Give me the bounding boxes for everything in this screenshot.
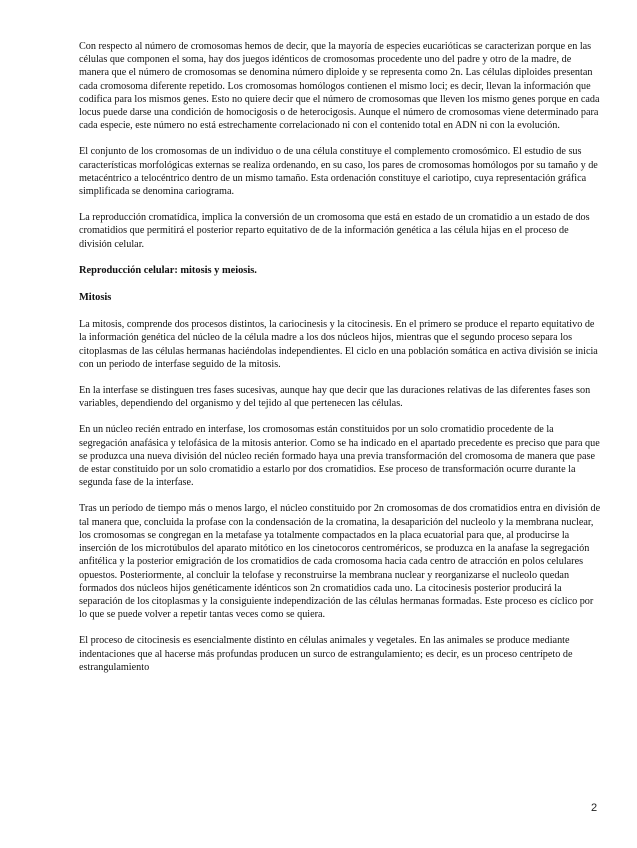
paragraph-karyotype: El conjunto de los cromosomas de un individuo o de una célula constituye el complemento cromosómico. El estudio de sus características morfológicas externas se realiza ordenando, en su caso, los pares de cromosomas homólogos por su tamaño y de metacéntrico a telocéntrico dentro de un mismo tamaño. Esta ordenación constituye el cariotipo, cuya representación gráfica simplificada se denomina cariograma. (79, 146, 598, 198)
section-heading: Reproducción celular: mitosis y meiosis. (79, 264, 257, 276)
paragraph-chromatid-reproduction: La reproducción cromatídica, implica la conversión de un cromosoma que está en estado de un cromatidio a un estado de dos cromatidios que permitirá el posterior reparto equitativo de de la información genética a las célula hijas en el proceso de división celular. (79, 212, 590, 250)
document-page (79, 40, 601, 687)
page-number: 2 (591, 802, 598, 814)
paragraph-nucleus-interphase: En un núcleo recién entrado en interfase, los cromosomas están constituidos por un solo cromatidio procedente de la segregación anafásica y telofásica de la mitosis anterior. Como se ha indicado en el apartado precedente es preciso que para que se produzca una nueva división del núcleo recién formado haya una previa transformación del cromosoma de manera que pase de estar constituido por un solo cromatidio a estarlo por dos cromatidios. Ese proceso de transformación ocurre durante la segunda fase de la interfase. (79, 424, 600, 489)
paragraph-cytokinesis: El proceso de citocinesis es esencialmente distinto en células animales y vegetales. En las animales se produce mediante indentaciones que al hacerse más profundas producen un surco de estrangulamiento; es decir, es un proceso centrípeto de estrangulamiento (79, 635, 573, 673)
subsection-heading: Mitosis (79, 292, 112, 304)
paragraph-division-phases: Tras un período de tiempo más o menos largo, el núcleo constituido por 2n cromosomas de dos cromatidios entra en división de tal manera que, concluida la profase con la condensación de la cromatina, la desaparición del nucleolo y la membrana nuclear, los cromosomas se congregan en la metafase ya totalmente compactados en la placa ecuatorial para que, al producirse la inserción de los microtúbulos del aparato mitótico en los cinetocoros centroméricos, se produzca en la anafase la segregación anfitélica y la posterior emigración de los cromatidios de cada cromosoma hacia cada centro de atracción en polos celulares opuestos. Posteriormente, al concluir la telofase y reconstruirse la membrana nuclear y reorganizarse el nucleolo quedan formados dos núcleos hijos genéticamente idénticos son 2n cromatidios cada uno. La citocinesis posterior producirá la separación de los citoplasmas y la consiguiente independización de las células hermanas formadas. Este proceso es cíclico por lo que se puede volver a repetir tantas veces como se quiera. (79, 503, 601, 621)
paragraph-mitosis-intro: La mitosis, comprende dos procesos distintos, la cariocinesis y la citocinesis. En el primero se produce el reparto equitativo de la información genética del núcleo de la célula madre a los dos núcleos hijos, mientras que el segundo proceso separa los citoplasmas de las células hermanas haciéndolas independientes. El ciclo en una población somática en activa división se inicia con un periodo de interfase seguido de la mitosis. (79, 319, 598, 370)
paragraph-chromosome-number: Con respecto al número de cromosomas hemos de decir, que la mayoría de especies eucarióticas se caracterizan porque en las células que componen el soma, hay dos juegos idénticos de cromosomas procedente uno del padre y otro de la madre, de manera que el número de cromosomas se denomina número diploide y se representa como 2n. Las células diploides presentan cada cromosoma diferente repetido. Los cromosomas homólogos contienen el mismo loci; es decir, llevan la información que codifica para los mismos genes. Esto no quiere decir que el número de cromosomas que lleven los mismo genes porque en cada locus puede darse una condición de homocigosis o de heterocigosis. Aunque el número de cromosomas viene determinado para cada especie, este número no está estrechamente correlacionado ni con el contenido total en ADN ni con la evolución. (79, 41, 600, 132)
paragraph-interphase: En la interfase se distinguen tres fases sucesivas, aunque hay que decir que las duraciones relativas de las diferentes fases son variables, dependiendo del organismo y del tejido al que pertenecen las células. (79, 385, 591, 410)
